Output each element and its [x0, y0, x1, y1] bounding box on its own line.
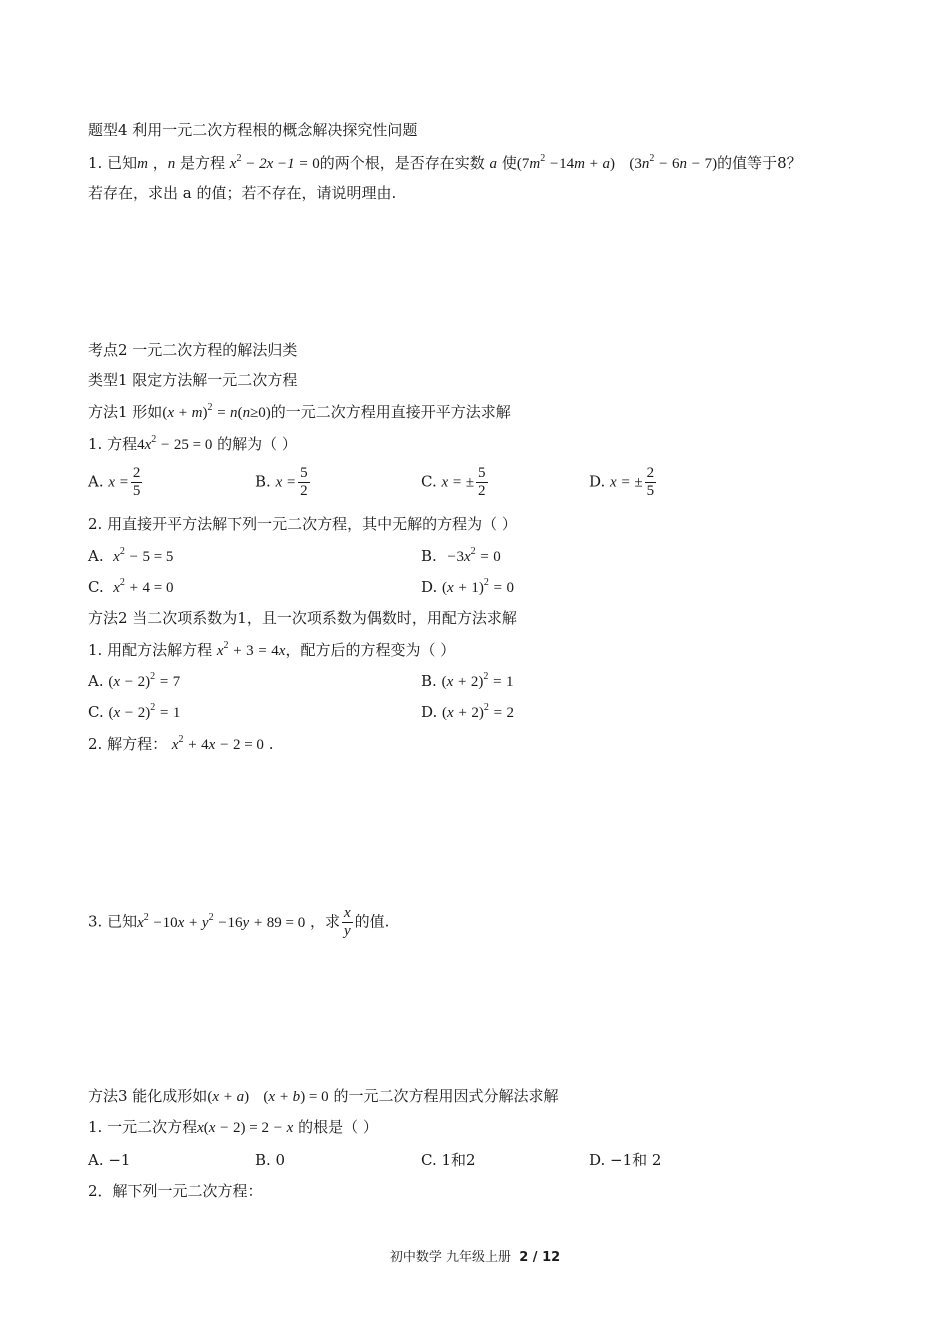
option-c: C. $(x - 2)^2 = 1$	[88, 702, 181, 721]
q-text: 的一元二次方程用直接开平方法求解	[270, 403, 511, 421]
q-text: ，求	[309, 912, 340, 931]
question-f1-2: 2. 用直接开平方法解下列一元二次方程，其中无解的方程为（ ）	[88, 515, 517, 533]
question-tixing4-1-line2: 若存在，求出 a 的值；若不存在，请说明理由.	[88, 184, 397, 202]
option-a: A. −1	[88, 1151, 131, 1169]
option-d: D. $(x + 2)^2 = 2$	[421, 702, 514, 721]
option-b: B. $-3x^2 = 0$	[421, 546, 501, 565]
option-a: A. $x^2 - 5 = 5$	[88, 546, 174, 565]
section-heading-tixing4: 题型4 利用一元二次方程根的概念解决探究性问题	[88, 121, 418, 139]
option-c: C. $x^2 + 4 = 0$	[88, 577, 174, 596]
option-b: B. $(x + 2)^2 = 1$	[421, 671, 514, 690]
question-f1-1: 1. 方程$4x^2 - 25 = 0$ 的解为（ ）	[88, 434, 297, 453]
q-text: 的根是（ ）	[298, 1118, 378, 1136]
page-number: 2 / 12	[519, 1250, 561, 1265]
option-c: C. x = ± $\frac{5}{2}$	[421, 465, 486, 499]
q-text: 的两个根，是否存在实数	[319, 154, 485, 172]
option-label: D.	[589, 472, 606, 491]
q-text: 的值.	[354, 912, 390, 931]
option-a: A. x = $\frac{2}{5}$	[88, 465, 141, 499]
q-text: 3. 已知	[88, 912, 138, 931]
q-text: 是方程	[180, 154, 226, 172]
q-text: 1. 一元二次方程	[88, 1118, 198, 1136]
option-label: C.	[421, 472, 437, 491]
option-label: B.	[255, 472, 271, 491]
option-d: D. x = ± $\frac{2}{5}$	[589, 465, 655, 499]
section-heading-kaodian2: 考点2 一元二次方程的解法归类	[88, 341, 298, 359]
question-f3-1: 1. 一元二次方程x(x − 2) = 2 − x 的根是（ ）	[88, 1118, 378, 1136]
question-f3-2: 2．解下列一元二次方程：	[88, 1182, 263, 1200]
question-f2-2: 2. 解方程： $x^2 + 4x - 2 = 0$ .	[88, 734, 274, 753]
q-text: 2. 解方程：	[88, 735, 168, 753]
option-label: A.	[88, 472, 104, 491]
option-b: B. x = $\frac{5}{2}$	[255, 465, 308, 499]
method-heading-1: 方法1 形如$(x + m)^2 = n(n\ge 0)$的一元二次方程用直接开平方法求解	[88, 402, 511, 421]
q-text: 方法3 能化成形如	[88, 1087, 208, 1105]
q-text: 方法1 形如	[88, 403, 163, 421]
option-a: A. $(x - 2)^2 = 7$	[88, 671, 181, 690]
q-text: 使	[501, 154, 517, 172]
method-heading-3: 方法3 能化成形如(x + a) (x + b) = 0 的一元二次方程用因式分解法求解	[88, 1087, 559, 1105]
option-b: B. 0	[255, 1151, 286, 1169]
option-d: D. −1和 2	[589, 1151, 662, 1169]
footer-label: 初中数学 九年级上册	[389, 1250, 511, 1265]
q-text: 1. 用配方法解方程	[88, 641, 213, 659]
q-text: 的值等于8？	[717, 154, 802, 172]
option-c: C. 1和2	[421, 1151, 476, 1169]
question-f2-1: 1. 用配方法解方程 $x^2 + 3 = 4x$，配方后的方程变为（ ）	[88, 640, 456, 659]
section-heading-leixing1: 类型1 限定方法解一元二次方程	[88, 371, 298, 389]
page-footer	[0, 1246, 950, 1265]
q-text: 的解为（ ）	[217, 435, 297, 453]
option-d: D. $(x + 1)^2 = 0$	[421, 577, 514, 596]
question-f2-3: 3. 已知$x^2 -10x + y^2 -16y + 89 = 0$ ，求 $\frac{x}{y}$ 的值.	[88, 905, 390, 939]
question-tixing4-1: 1. 已知m ，n 是方程 $x^2 - 2x -1 = 0$的两个根，是否存在实数 a 使$(7m^2 -14m + a)$ $(3n^2 - 6n - 7)$的值等于8？	[88, 153, 802, 172]
q-text: ，配方后的方程变为（ ）	[285, 641, 456, 659]
q-text: 1. 已知	[88, 154, 138, 172]
q-text: 的一元二次方程用因式分解法求解	[333, 1087, 559, 1105]
q-text: 1. 方程	[88, 435, 138, 453]
method-heading-2: 方法2 当二次项系数为1，且一次项系数为偶数时，用配方法求解	[88, 609, 517, 627]
